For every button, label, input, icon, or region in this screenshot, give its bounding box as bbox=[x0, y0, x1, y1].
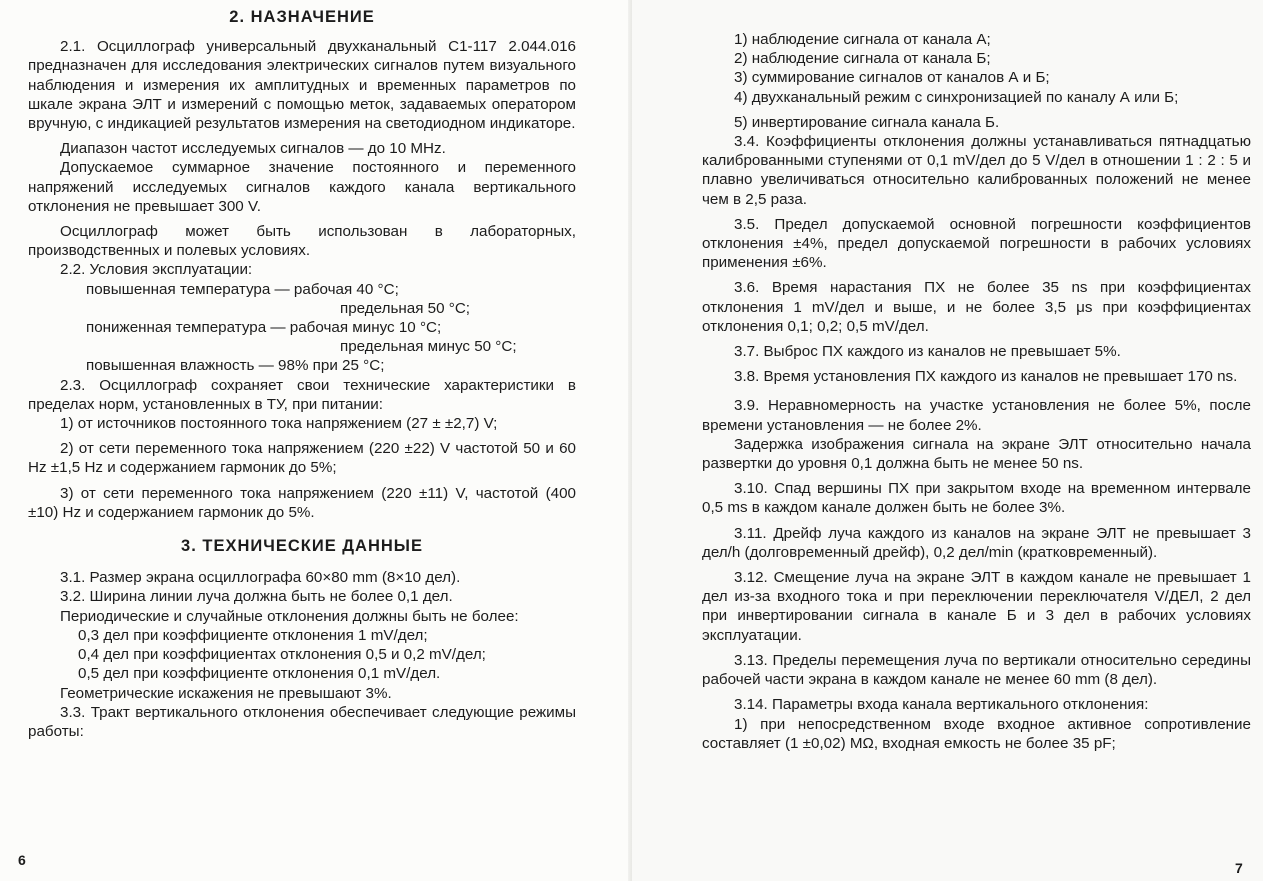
paragraph-3-12: 3.12. Смещение луча на экране ЭЛТ в каждом канале не превышает 1 дел из-за входного тока и при переключении переключателя V/ДЕЛ, 2 дел при инвертировании сигнала в канале Б и 3 дел в рабочих условиях эксплуатации. bbox=[702, 569, 1251, 644]
right-column bbox=[702, 30, 1251, 753]
deviation-line: 0,5 дел при коэффициенте отклонения 0,1 mV/дел. bbox=[78, 665, 441, 683]
paragraph-2-3-item-1: 1) от источников постоянного тока напряжением (27 ± ±2,7) V; bbox=[60, 415, 498, 433]
paragraph-geometric-distortion: Геометрические искажения не превышают 3%. bbox=[60, 684, 392, 702]
section-heading-specs: 3. ТЕХНИЧЕСКИЕ ДАННЫЕ bbox=[181, 537, 423, 556]
paragraph-usage: Осциллограф может быть использован в лабораторных, производственных и полевых условиях. bbox=[28, 223, 576, 260]
paragraph-3-13: 3.13. Пределы перемещения луча по вертикали относительно середины рабочей части экрана в каждом канале не менее 60 mm (8 дел). bbox=[702, 651, 1251, 689]
mode-item: 4) двухканальный режим с синхронизацией по каналу А или Б; bbox=[734, 88, 1179, 106]
paragraph-2-2: 2.2. Условия эксплуатации: bbox=[60, 261, 253, 279]
paragraph-3-14: 3.14. Параметры входа канала вертикального отклонения: bbox=[734, 696, 1149, 714]
paragraph-3-1: 3.1. Размер экрана осциллографа 60×80 mm (8×10 дел). bbox=[60, 569, 461, 587]
mode-item: 2) наблюдение сигнала от канала Б; bbox=[734, 50, 991, 68]
paragraph-delay: Задержка изображения сигнала на экране ЭЛТ относительно начала развертки до уровня 0,1 должна быть не менее 50 ns. bbox=[702, 435, 1251, 473]
paragraph-3-11: 3.11. Дрейф луча каждого из каналов на экране ЭЛТ не превышает 3 дел/h (долговременный дрейф), 0,2 дел/min (кратковременный). bbox=[702, 524, 1251, 561]
mode-item: 3) суммирование сигналов от каналов А и Б; bbox=[734, 69, 1050, 87]
paragraph-3-2: 3.2. Ширина линии луча должна быть не более 0,1 дел. bbox=[60, 588, 453, 606]
section-heading-purpose: 2. НАЗНАЧЕНИЕ bbox=[229, 8, 375, 26]
condition-line: предельная 50 °С; bbox=[340, 299, 471, 317]
paragraph-voltage-limit: Допускаемое суммарное значение постоянного и переменного напряжений исследуемых сигналов каждого канала вертикального отклонения не превышает 300 V. bbox=[28, 159, 576, 215]
condition-line: пониженная температура — рабочая минус 10 °С; bbox=[86, 319, 442, 337]
paragraph-deviations: Периодические и случайные отклонения должны быть не более: bbox=[60, 607, 519, 625]
paragraph-2-3-item-3: 3) от сети переменного тока напряжением (220 ±11) V, частотой (400 ±10) Hz и содержанием гармоник до 5%. bbox=[28, 484, 576, 521]
left-column bbox=[28, 8, 576, 741]
mode-item: 5) инвертирование сигнала канала Б. bbox=[734, 113, 1000, 131]
paragraph-3-9: 3.9. Неравномерность на участке установления не более 5%, после времени установления — не более 2%. bbox=[702, 397, 1251, 434]
page-number-right: 7 bbox=[1235, 860, 1243, 876]
deviation-line: 0,4 дел при коэффициентах отклонения 0,5 и 0,2 mV/дел; bbox=[78, 646, 486, 664]
paragraph-3-10: 3.10. Спад вершины ПХ при закрытом входе на временном интервале 0,5 ms в каждом канале должен быть не более 3%. bbox=[702, 480, 1251, 517]
paragraph-3-3: 3.3. Тракт вертикального отклонения обеспечивает следующие режимы работы: bbox=[28, 703, 576, 740]
paragraph-3-7: 3.7. Выброс ПХ каждого из каналов не превышает 5%. bbox=[734, 343, 1121, 361]
paragraph-2-3-item-2: 2) от сети переменного тока напряжением (220 ±22) V частотой 50 и 60 Hz ±1,5 Hz и содержанием гармоник до 5%; bbox=[28, 440, 576, 477]
condition-line: повышенная влажность — 98% при 25 °С; bbox=[86, 357, 385, 375]
paragraph-frequency-range: Диапазон частот исследуемых сигналов — до 10 MHz. bbox=[60, 140, 446, 158]
paragraph-2-1: 2.1. Осциллограф универсальный двухканальный С1-117 2.044.016 предназначен для исследования электрических сигналов путем визуального наблюдения и измерения их амплитудных и временных параметров по шкале экрана ЭЛТ и измерений с помощью меток, задаваемых оператором вручную, с индикацией результатов измерения на светодиодном индикаторе. bbox=[28, 38, 576, 133]
paragraph-3-5: 3.5. Предел допускаемой основной погрешности коэффициентов отклонения ±4%, предел допускаемой погрешности в рабочих условиях применения ±6%. bbox=[702, 215, 1251, 272]
deviation-line: 0,3 дел при коэффициенте отклонения 1 mV/дел; bbox=[78, 626, 428, 644]
paragraph-3-8: 3.8. Время установления ПХ каждого из каналов не превышает 170 ns. bbox=[734, 368, 1238, 386]
page-number-left: 6 bbox=[18, 852, 26, 868]
mode-item: 1) наблюдение сигнала от канала А; bbox=[734, 31, 991, 48]
condition-line: предельная минус 50 °С; bbox=[340, 338, 517, 356]
paragraph-3-14-item-1: 1) при непосредственном входе входное активное сопротивление составляет (1 ±0,02) MΩ, входная емкость не более 35 pF; bbox=[702, 715, 1251, 752]
paragraph-2-3: 2.3. Осциллограф сохраняет свои технические характеристики в пределах норм, установленных в ТУ, при питании: bbox=[28, 376, 576, 413]
condition-line: повышенная температура — рабочая 40 °С; bbox=[86, 280, 399, 298]
right-page bbox=[632, 0, 1263, 881]
paragraph-3-4: 3.4. Коэффициенты отклонения должны устанавливаться пятнадцатью калиброванными ступенями от 0,1 mV/дел до 5 V/дел в отношении 1 : 2 : 5 и плавно увеличиваться относительно калиброванных положений не менее чем в 2,5 раза. bbox=[702, 133, 1251, 208]
paragraph-3-6: 3.6. Время нарастания ПХ не более 35 ns при коэффициентах отклонения 1 mV/дел и выше, и не более 3,5 μs при коэффициентах отклонения 0,1; 0,2; 0,5 mV/дел. bbox=[702, 279, 1251, 335]
